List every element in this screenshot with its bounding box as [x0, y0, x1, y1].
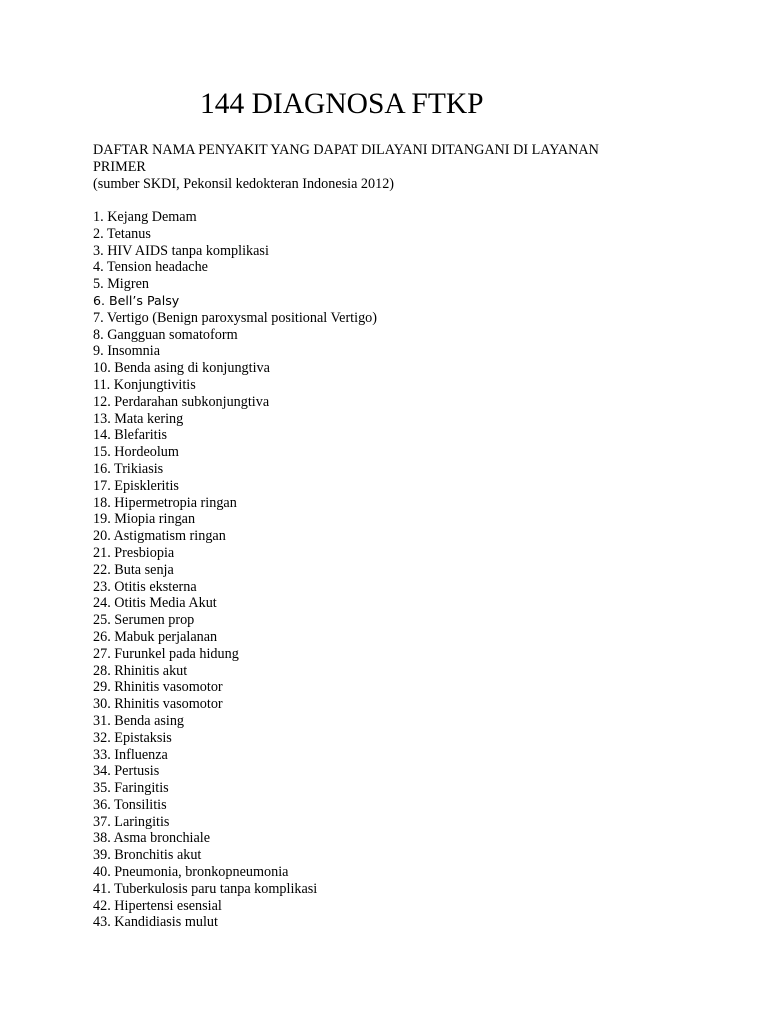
diagnosis-item: 1. Kejang Demam	[93, 209, 197, 225]
diagnosis-item: 29. Rhinitis vasomotor	[93, 679, 223, 696]
diagnosis-item: 34. Pertusis	[93, 763, 160, 780]
diagnosis-item: 25. Serumen prop	[93, 612, 195, 629]
diagnosis-item: 42. Hipertensi esensial	[93, 897, 222, 914]
diagnosis-item: 17. Episkleritis	[93, 477, 179, 494]
intro-source: (sumber SKDI, Pekonsil kedokteran Indonesia 2012)	[93, 175, 395, 192]
diagnosis-item: 8. Gangguan somatoform	[93, 326, 238, 343]
diagnosis-item: 14. Blefaritis	[93, 427, 168, 444]
diagnosis-item: 30. Rhinitis vasomotor	[93, 696, 223, 713]
diagnosis-item: 9. Insomnia	[93, 343, 160, 360]
diagnosis-item: 39. Bronchitis akut	[93, 847, 202, 864]
diagnosis-item: 40. Pneumonia, bronkopneumonia	[93, 864, 289, 881]
diagnosis-item: 15. Hordeolum	[93, 444, 179, 461]
diagnosis-item: 41. Tuberkulosis paru tanpa komplikasi	[93, 880, 318, 897]
diagnosis-item: 26. Mabuk perjalanan	[93, 628, 218, 645]
diagnosis-item: 12. Perdarahan subkonjungtiva	[93, 393, 270, 410]
diagnosis-item: 2. Tetanus	[93, 225, 151, 242]
diagnosis-list	[93, 209, 377, 931]
diagnosis-item: 23. Otitis eksterna	[93, 578, 197, 595]
document-title: 144 DIAGNOSA FTKP	[200, 88, 484, 120]
diagnosis-item: 7. Vertigo (Benign paroxysmal positional Vertigo)	[93, 309, 377, 326]
intro-line-1: DAFTAR NAMA PENYAKIT YANG DAPAT DILAYANI DITANGANI DI LAYANAN	[93, 142, 599, 158]
diagnosis-item: 28. Rhinitis akut	[93, 662, 188, 679]
document-intro	[93, 142, 713, 192]
diagnosis-item: 19. Miopia ringan	[93, 511, 196, 528]
diagnosis-item: 20. Astigmatism ringan	[93, 528, 226, 545]
diagnosis-item: 16. Trikiasis	[93, 460, 164, 477]
diagnosis-item: 38. Asma bronchiale	[93, 830, 211, 847]
intro-line-2: PRIMER	[93, 158, 146, 175]
diagnosis-item: 35. Faringitis	[93, 780, 169, 797]
diagnosis-item: 11. Konjungtivitis	[93, 376, 196, 393]
diagnosis-item: 5. Migren	[93, 276, 149, 293]
diagnosis-item: 37. Laringitis	[93, 813, 170, 830]
diagnosis-item: 24. Otitis Media Akut	[93, 595, 217, 612]
diagnosis-item: 31. Benda asing	[93, 712, 185, 729]
diagnosis-item: 32. Epistaksis	[93, 729, 172, 746]
diagnosis-item: 22. Buta senja	[93, 561, 174, 578]
diagnosis-item: 13. Mata kering	[93, 410, 184, 427]
diagnosis-item: 27. Furunkel pada hidung	[93, 645, 239, 662]
diagnosis-item: 3. HIV AIDS tanpa komplikasi	[93, 242, 269, 259]
diagnosis-item: 33. Influenza	[93, 746, 168, 763]
diagnosis-item: 21. Presbiopia	[93, 544, 175, 561]
diagnosis-item: 10. Benda asing di konjungtiva	[93, 360, 270, 377]
diagnosis-item: 43. Kandidiasis mulut	[93, 914, 218, 931]
diagnosis-item: 36. Tonsilitis	[93, 796, 167, 813]
diagnosis-item: 4. Tension headache	[93, 259, 208, 276]
diagnosis-item: 18. Hipermetropia ringan	[93, 494, 237, 511]
diagnosis-item: 6. Bell’s Palsy	[93, 292, 180, 308]
